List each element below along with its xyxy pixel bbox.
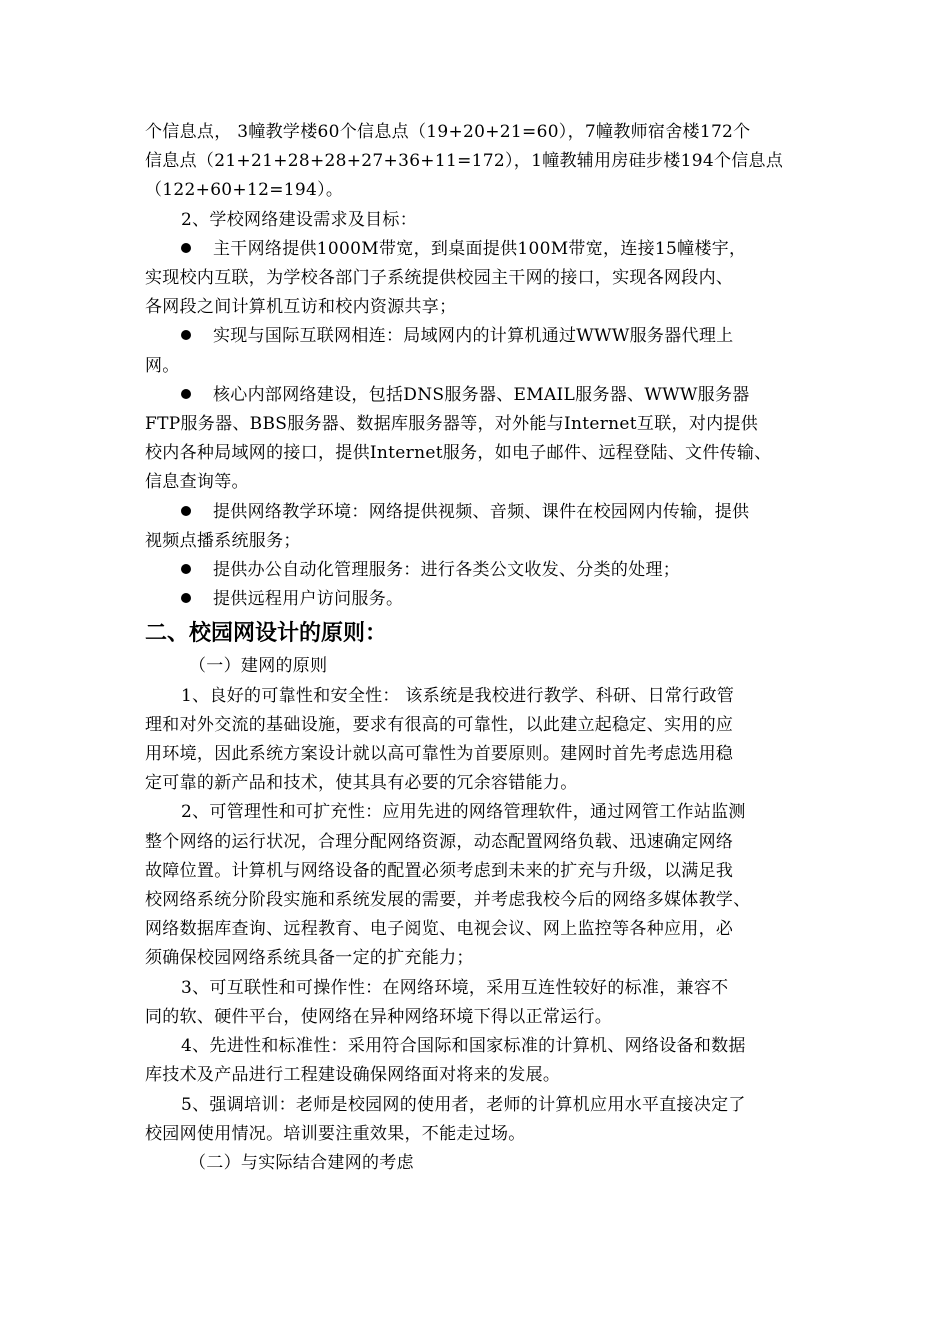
text-line: 1、良好的可靠性和安全性： 该系统是我校进行教学、科研、日常行政管	[181, 685, 735, 706]
document-page	[145, 118, 825, 1178]
text-line: 网。	[145, 355, 180, 376]
bullet-dot-icon	[181, 389, 191, 399]
bullet-text: 提供远程用户访问服务。	[213, 589, 404, 610]
text-line: 用环境，因此系统方案设计就以高可靠性为首要原则。建网时首先考虑选用稳	[145, 744, 734, 765]
text-line: 信息点（21+21+28+28+27+36+11=172），1幢教辅用房硅步楼194个信息点	[145, 151, 784, 172]
text-line: 校网络系统分阶段实施和系统发展的需要，并考虑我校今后的网络多媒体教学、	[145, 890, 751, 911]
text-line: 网络数据库查询、远程教育、电子阅览、电视会议、网上监控等各种应用，必	[145, 919, 734, 940]
bullet-item	[145, 556, 825, 585]
bullet-dot-icon	[181, 243, 191, 253]
text-line: 理和对外交流的基础设施，要求有很高的可靠性，以此建立起稳定、实用的应	[145, 714, 734, 735]
bullet-dot-icon	[181, 330, 191, 340]
text-line: 定可靠的新产品和技术，使其具有必要的冗余容错能力。	[145, 773, 578, 794]
bullet-text: 提供网络教学环境：网络提供视频、音频、课件在校园网内传输，提供	[213, 501, 750, 522]
text-line: （二）与实际结合建网的考虑	[189, 1152, 414, 1173]
bullet-item	[145, 585, 825, 614]
text-line: 2、学校网络建设需求及目标：	[181, 209, 418, 230]
text-line: 同的软、硬件平台，使网络在异种网络环境下得以正常运行。	[145, 1006, 613, 1027]
bullet-text: 实现与国际互联网相连：局域网内的计算机通过WWW服务器代理上	[213, 326, 734, 347]
bullet-item	[145, 381, 825, 410]
bullet-item	[145, 235, 825, 264]
text-line: （一）建网的原则	[189, 656, 328, 677]
text-line: 4、先进性和标准性：采用符合国际和国家标准的计算机、网络设备和数据	[181, 1036, 746, 1057]
text-line: 5、强调培训：老师是校园网的使用者，老师的计算机应用水平直接决定了	[181, 1094, 746, 1115]
text-line: 须确保校园网络系统具备一定的扩充能力；	[145, 948, 474, 969]
text-line: 校园网使用情况。培训要注重效果，不能走过场。	[145, 1123, 526, 1144]
text-line: 实现校内互联，为学校各部门子系统提供校园主干网的接口，实现各网段内、	[145, 268, 734, 289]
bullet-dot-icon	[181, 593, 191, 603]
bullet-text: 核心内部网络建设，包括DNS服务器、EMAIL服务器、WWW服务器	[213, 384, 750, 405]
text-line: 故障位置。计算机与网络设备的配置必须考虑到未来的扩充与升级，以满足我	[145, 860, 734, 881]
bullet-text: 主干网络提供1000M带宽，到桌面提供100M带宽，连接15幢楼宇，	[213, 238, 747, 259]
text-line: 视频点播系统服务；	[145, 530, 301, 551]
text-line: 库技术及产品进行工程建设确保网络面对将来的发展。	[145, 1065, 561, 1086]
bullet-dot-icon	[181, 506, 191, 516]
bullet-item	[145, 322, 825, 351]
text-line: 个信息点， 3幢教学楼60个信息点（19+20+21=60），7幢教师宿舍楼172个	[145, 122, 751, 142]
text-line: 整个网络的运行状况，合理分配网络资源，动态配置网络负载、迅速确定网络	[145, 831, 734, 852]
text-line: 校内各种局域网的接口，提供Internet服务，如电子邮件、远程登陆、文件传输、	[145, 443, 772, 464]
text-line: FTP服务器、BBS服务器、数据库服务器等，对外能与Internet互联，对内提供	[145, 414, 759, 435]
text-line: 2、可管理性和可扩充性：应用先进的网络管理软件，通过网管工作站监测	[181, 802, 746, 823]
text-line: 3、可互联性和可操作性：在网络环境，采用互连性较好的标准，兼容不	[181, 977, 729, 998]
section-heading: 二、校园网设计的原则：	[145, 621, 388, 647]
bullet-dot-icon	[181, 564, 191, 574]
text-line: 信息查询等。	[145, 472, 249, 493]
bullet-item	[145, 498, 825, 527]
text-line: （122+60+12=194）。	[145, 180, 344, 201]
bullet-text: 提供办公自动化管理服务：进行各类公文收发、分类的处理；	[213, 560, 681, 581]
text-line: 各网段之间计算机互访和校内资源共享；	[145, 297, 457, 318]
